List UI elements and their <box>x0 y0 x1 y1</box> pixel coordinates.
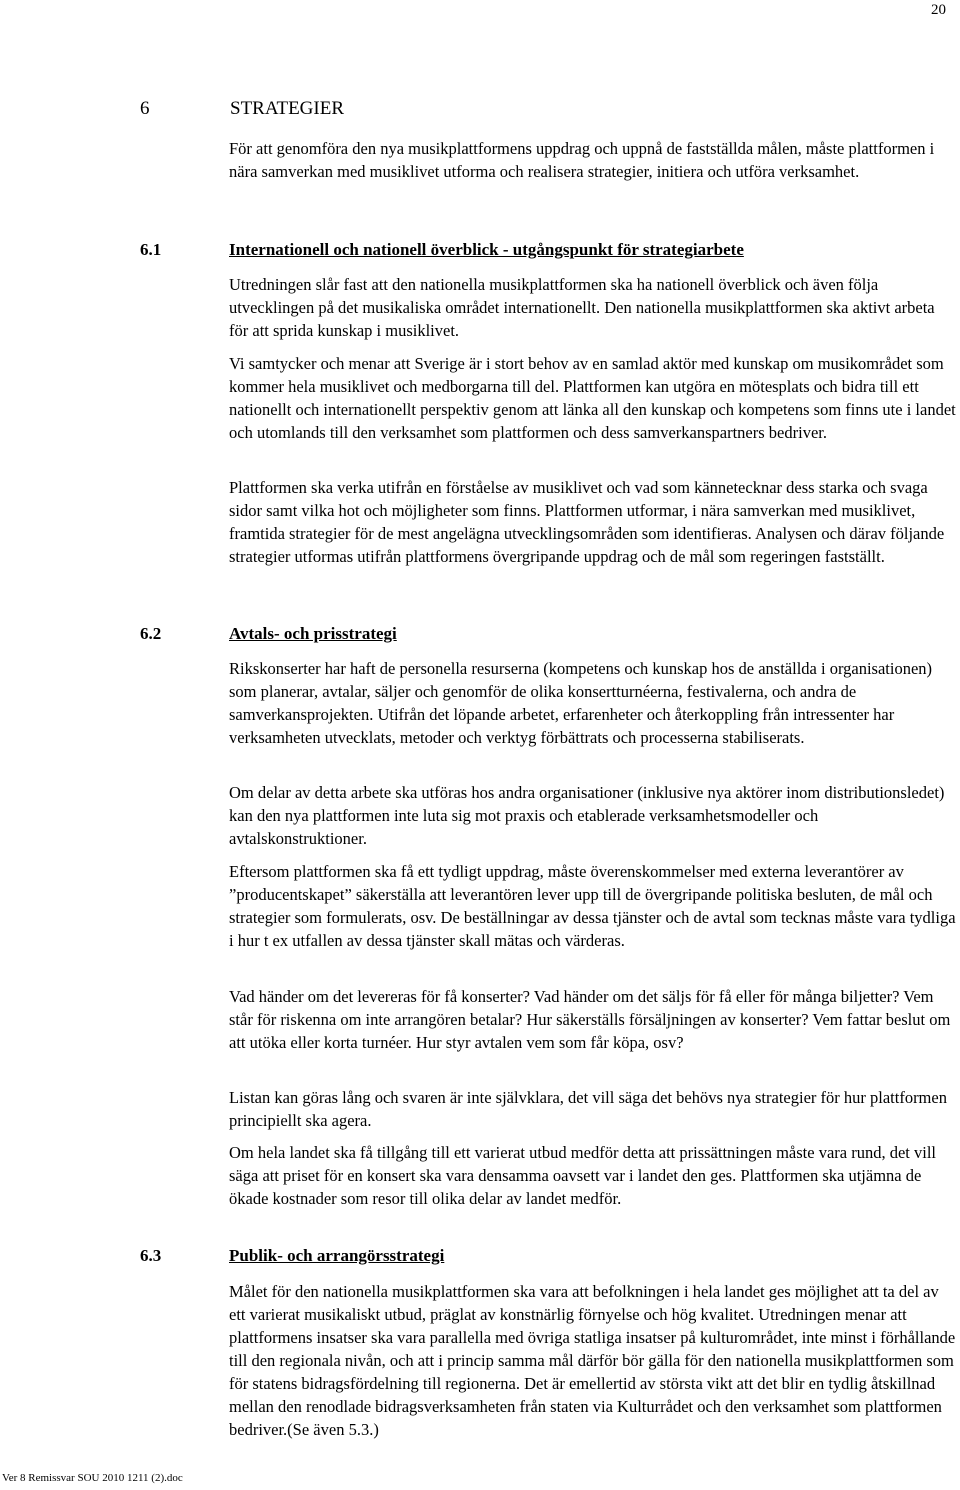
section-title: Avtals- och prisstrategi <box>229 624 397 643</box>
section-heading-6-3 <box>140 1246 444 1266</box>
paragraph: Om hela landet ska få tillgång till ett varierat utbud medför detta att prissättningen måste vara rund, det vill säga att priset för en konsert ska vara densamma oavsett var i landet den ges. Plattformen ska utjämna de ökade kostnader som resor till olika delar av landet medför. <box>229 1143 936 1208</box>
paragraph: Utredningen slår fast att den nationella musikplattformen ska ha nationell överblick och även följa utvecklingen på det musikaliska området internationellt. Den nationella musikplattformen ska aktivt arbeta för att sprida kunskap i musiklivet. <box>229 275 935 340</box>
chapter-title: STRATEGIER <box>230 98 344 119</box>
section-number: 6.2 <box>140 624 162 643</box>
chapter-heading <box>140 98 344 120</box>
section-number: 6.3 <box>140 1246 162 1265</box>
section-heading-6-2 <box>140 624 397 644</box>
section-number: 6.1 <box>140 240 162 259</box>
paragraph: Vad händer om det levereras för få konserter? Vad händer om det säljs för få eller för många biljetter? Vem står för riskenna om inte arrangören betalar? Hur säkerställs försäljningen av konserter? Vem fattar beslut om att utöka eller korta turnéer. Hur styr avtalen vem som får köpa, osv? <box>229 987 951 1052</box>
page-number: 20 <box>931 2 946 18</box>
paragraph: Eftersom plattformen ska få ett tydligt uppdrag, måste överenskommelser med externa leverantörer av ”producentskapet” säkerställa att leverantören lever upp till de övergripande politiska besluten, de mål och strategier som formulerats, osv. De beställningar av dessa tjänster och de avtal som tecknas måste vara tydliga i hur t ex utfallen av dessa tjänster skall mätas och värderas. <box>229 862 956 950</box>
paragraph: Om delar av detta arbete ska utföras hos andra organisationer (inklusive nya aktörer inom distributionsledet) kan den nya plattformen inte luta sig mot praxis och etablerade verksamhetsmodeller och avtalskonstruktioner. <box>229 783 945 848</box>
chapter-number: 6 <box>140 98 150 119</box>
paragraph: Målet för den nationella musikplattformen ska vara att befolkningen i hela landet ges möjlighet att ta del av ett varierat musikaliskt utbud, präglat av konstnärlig förnyelse och hög kvalitet. Utredningen menar att plattformens insatser ska vara parallella med övriga statliga insatser på kulturområdet, inte minst i förhållande till den regionala nivån, och att i princip samma mål därför bör gälla för den nationella musikplattformen som för statens bidragsfördelning till regionerna. Det är emellertid av största vikt att det blir en tydlig åtskillnad mellan den renodlade bidragsverksamheten från staten via Kulturrådet och den verksamhet som plattformen bedriver.(Se även 5.3.) <box>229 1282 956 1439</box>
paragraph: Listan kan göras lång och svaren är inte självklara, det vill säga det behövs nya strategier för hur plattformen principiellt ska agera. <box>229 1088 947 1130</box>
footer-filename: Ver 8 Remissvar SOU 2010 1211 (2).doc <box>2 1472 183 1484</box>
paragraph: Vi samtycker och menar att Sverige är i stort behov av en samlad aktör med kunskap om musikområdet som kommer hela musiklivet och medborgarna till del. Plattformen kan utgöra en mötesplats och bidra till ett nationellt och internationellt perspektiv genom att länka all den kunskap och kompetens som finns ute i landet och utomlands till den verksamhet som plattformen och dess samverkanspartners bedriver. <box>229 354 956 442</box>
intro-paragraph: För att genomföra den nya musikplattformens uppdrag och uppnå de fastställda målen, måste plattformen i nära samverkan med musiklivet utforma och realisera strategier, initiera och utföra verksamhet. <box>229 139 935 181</box>
paragraph: Rikskonserter har haft de personella resurserna (kompetens och kunskap hos de anställda i organisationen) som planerar, avtalar, säljer och genomför de olika konsertturnéerna, festivalerna, och andra de samverkansprojekten. Utifrån det löpande arbetet, erfarenheter och återkoppling från intressenter har verksamheten utvecklats, metoder och verktyg förbättrats och processerna stabiliserats. <box>229 659 933 747</box>
paragraph: Plattformen ska verka utifrån en förståelse av musiklivet och vad som kännetecknar dess starka och svaga sidor samt vilka hot och möjligheter som finns. Plattformen utformar, i nära samverkan med musiklivet, framtida strategier för de mest angelägna utvecklingsområden som identifieras. Analysen och därav följande strategier utformas utifrån plattformens övergripande uppdrag och de mål som regeringen fastställt. <box>229 478 945 566</box>
section-title: Internationell och nationell överblick - utgångspunkt för strategiarbete <box>229 240 744 259</box>
section-heading-6-1 <box>140 240 744 260</box>
section-title: Publik- och arrangörsstrategi <box>229 1246 445 1265</box>
